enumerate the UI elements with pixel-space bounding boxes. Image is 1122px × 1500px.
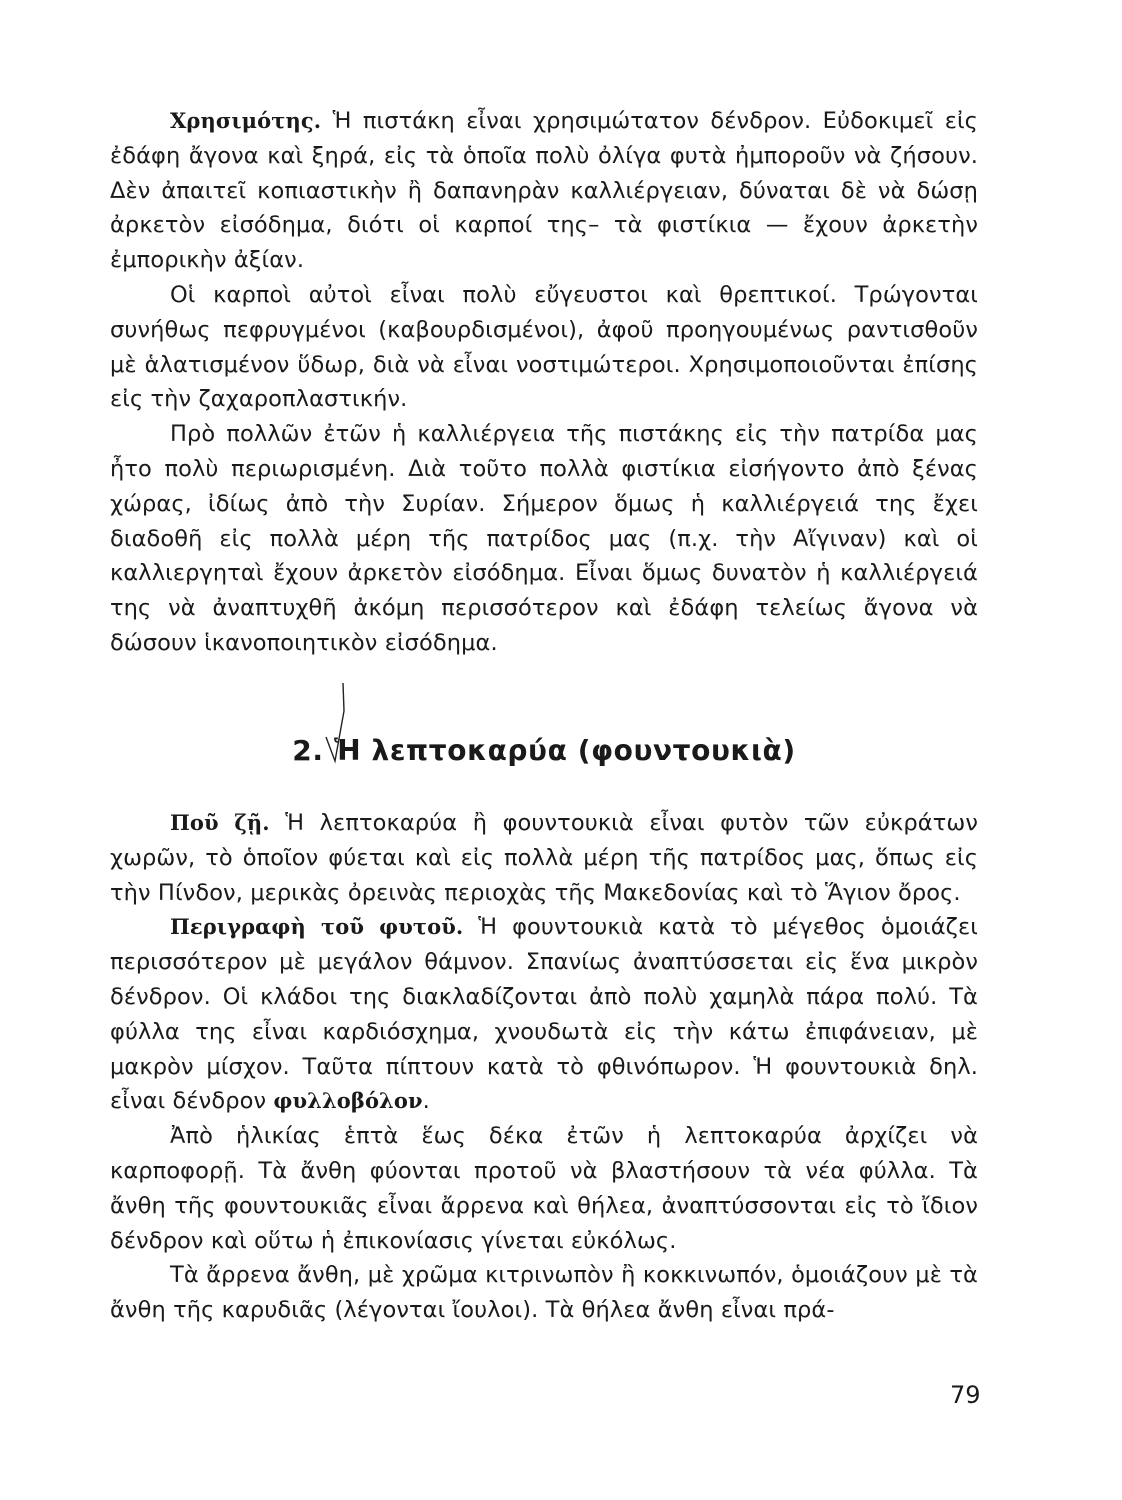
paragraph-nuts-taste: Οἱ καρποὶ αὐτοὶ εἶναι πολὺ εὔγευστοι καὶ θρεπτικοί. Τρώγονται συνήθως πεφρυγμένοι (καβουρδισμένοι), ἀφοῦ προηγουμένως ραντισθοῦν μὲ ἁλατισμένον ὕδωρ, διὰ νὰ εἶναι νοστιμώτεροι. Χρησιμοποιοῦνται ἐπίσης εἰς τὴν ζαχαροπλαστικήν. <box>110 281 978 413</box>
paragraph-end: . <box>422 1088 430 1115</box>
paragraph-usefulness <box>110 104 978 278</box>
paragraph-cultivation: Πρὸ πολλῶν ἐτῶν ἡ καλλιέργεια τῆς πιστάκης εἰς τὴν πατρίδα μας ἦτο πολὺ περιωρισμένη. Διὰ τοῦτο πολλὰ φιστίκια εἰσήγοντο ἀπὸ ξένας χώρας, ἰδίως ἀπὸ τὴν Συρίαν. Σήμερον ὅμως ἡ καλλιέργειά της ἔχει διαδοθῆ εἰς πολλὰ μέρη τῆς πατρίδος μας (π.χ. τὴν Αἴγιναν) καὶ οἱ καλλιεργηταὶ ἔχουν ἀρκετὸν εἰσόδημα. Εἶναι ὅμως δυνατὸν ἡ καλλιέργειά της νὰ ἀναπτυχθῆ ἀκόμη περισσότερον καὶ ἐδάφη τελείως ἄγονα νὰ δώσουν ἱκανοποιητικὸν εἰσόδημα. <box>110 421 978 656</box>
section-heading: 2. Ἡ λεπτοκαρύα (φουντουκιὰ) <box>292 734 796 767</box>
paragraph-text: Ἡ φουντουκιὰ κατὰ τὸ μέγεθος ὁμοιάζει περισσότερον μὲ μεγάλον θάμνον. Σπανίως ἀναπτύσσεται εἰς ἕνα μικρὸν δένδρον. Οἱ κλάδοι της διακλαδίζονται ἀπὸ πολὺ χαμηλὰ πάρα πολύ. Τὰ φύλλα της εἶναι καρδιόσχημα, χνουδωτὰ εἰς τὴν κάτω ἐπιφάνειαν, μὲ μακρὸν μίσχον. Ταῦτα πίπτουν κατὰ τὸ φθινόπωρον. Ἡ φουντουκιὰ δηλ. εἶναι δένδρον <box>110 914 978 1115</box>
paragraph-flowering: Ἀπὸ ἡλικίας ἑπτὰ ἕως δέκα ἐτῶν ἡ λεπτοκαρύα ἀρχίζει νὰ καρποφορῇ. Τὰ ἄνθη φύονται προτοῦ νὰ βλαστήσουν τὰ νέα φύλλα. Τὰ ἄνθη τῆς φουντουκιᾶς εἶναι ἄρρενα καὶ θήλεα, ἀναπτύσσονται εἰς τὸ ἴδιον δένδρον καὶ οὕτω ἡ ἐπικονίασις γίνεται εὐκόλως. <box>110 1123 978 1254</box>
term-habitat: Ποῦ ζῇ. <box>170 810 270 835</box>
paragraph-text: Ἡ λεπτοκαρύα ἢ φουντουκιὰ εἶναι φυτὸν τῶν εὐκράτων χωρῶν, τὸ ὁποῖον φύεται καὶ εἰς πολλὰ μέρη τῆς πατρίδος μας, ὅπως εἰς τὴν Πίνδον, μερικὰς ὀρεινὰς περιοχὰς τῆς Μακεδονίας καὶ τὸ Ἅγιον ὄρος. <box>110 810 978 906</box>
term-deciduous: φυλλοβόλον <box>273 1088 423 1114</box>
page-number: 79 <box>950 1381 981 1409</box>
text-column <box>110 104 978 1324</box>
paragraph-habitat <box>110 806 978 910</box>
paragraph-description <box>110 910 978 1119</box>
paragraph-male-flowers: Τὰ ἄρρενα ἄνθη, μὲ χρῶμα κιτρινωπὸν ἢ κοκκινωπόν, ὁμοιάζουν μὲ τὰ ἄνθη τῆς καρυδιᾶς (λέγονται ἴουλοι). Τὰ θήλεα ἄνθη εἶναι πρά- <box>110 1262 978 1324</box>
section-hazelnut <box>110 806 978 1328</box>
term-usefulness: Χρησιμότης. <box>170 108 322 133</box>
paragraph-text: Ἡ πιστάκη εἶναι χρησιμώτατον δένδρον. Εὐδοκιμεῖ εἰς ἐδάφη ἄγονα καὶ ξηρά, εἰς τὰ ὁποῖα πολὺ ὀλίγα φυτὰ ἠμποροῦν νὰ ζήσουν. Δὲν ἀπαιτεῖ κοπιαστικὴν ἢ δαπανηρὰν καλλιέργειαν, δύναται δὲ νὰ δώσῃ ἀρκετὸν εἰσόδημα, διότι οἱ καρποί της– τὰ φιστίκια — ἔχουν ἀρκετὴν ἐμπορικὴν ἀξίαν. <box>110 108 978 274</box>
term-description: Περιγραφὴ τοῦ φυτοῦ. <box>170 914 464 940</box>
